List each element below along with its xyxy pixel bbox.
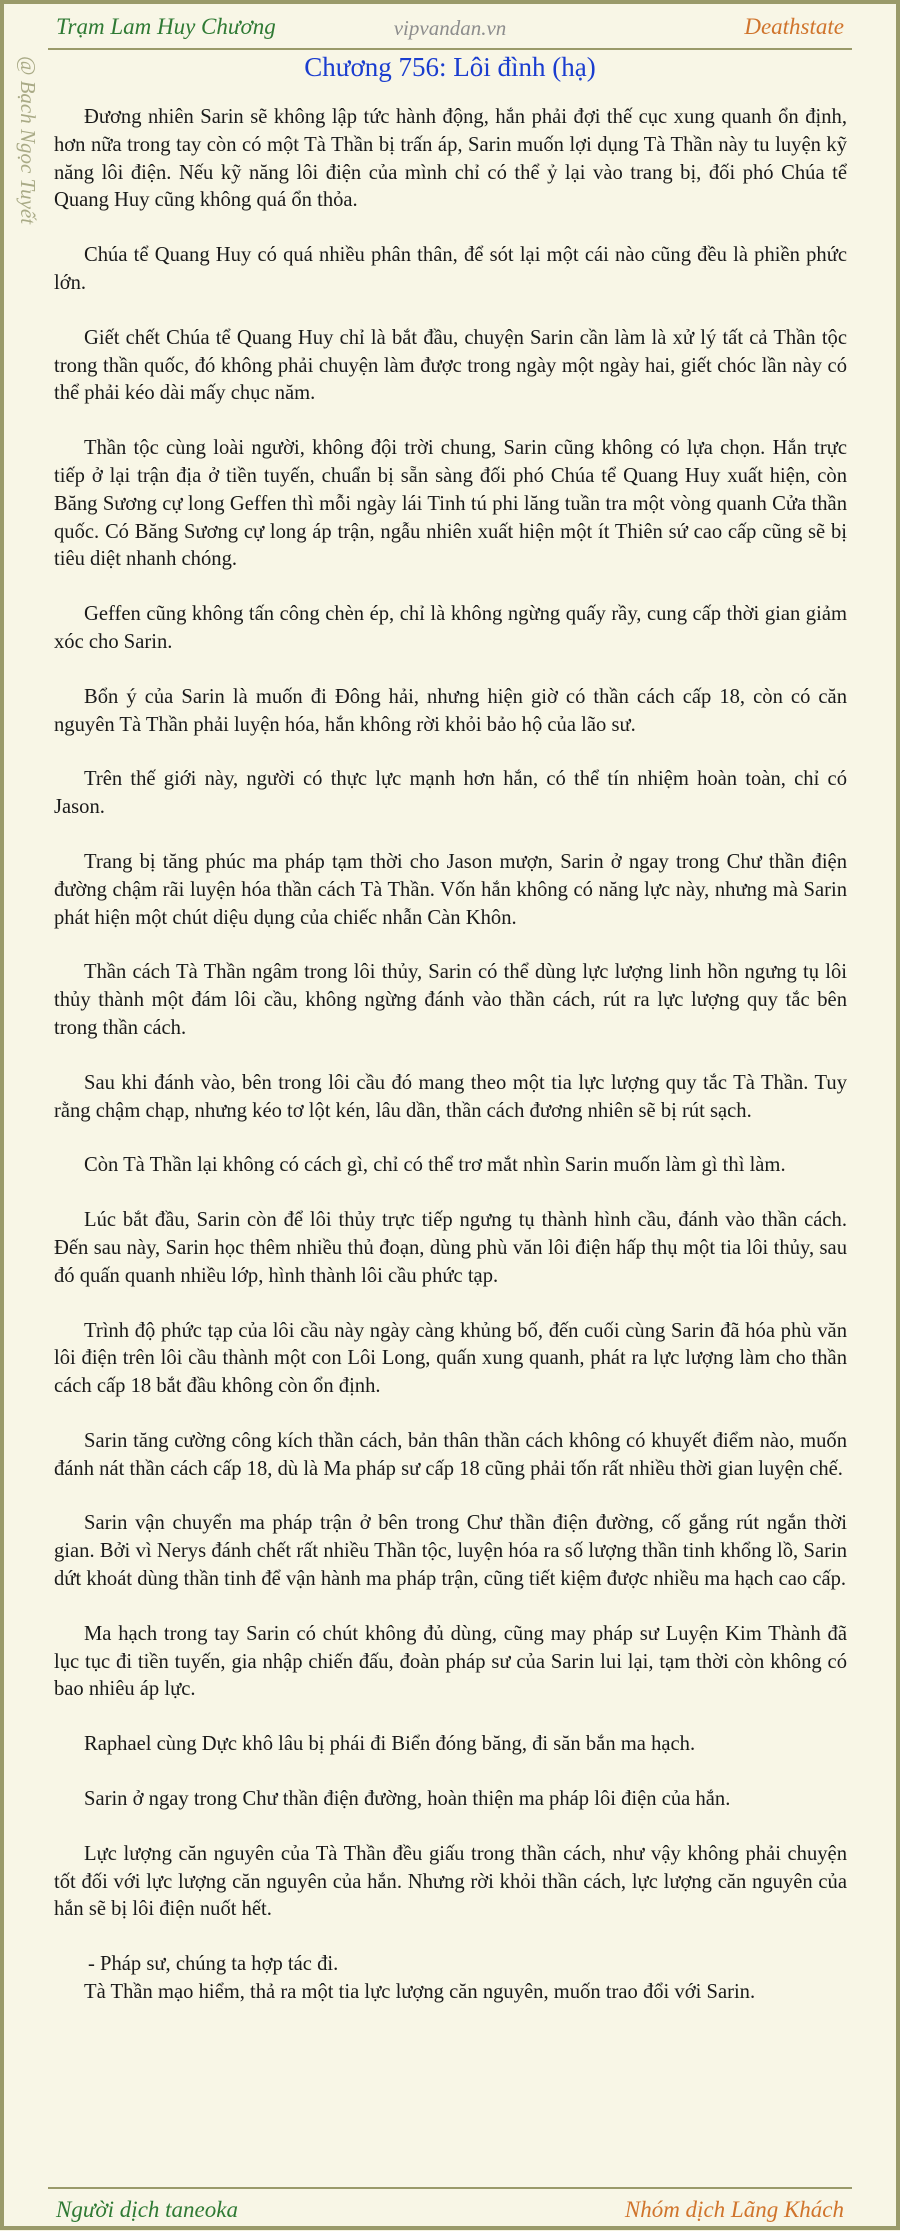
paragraph: Raphael cùng Dực khô lâu bị phái đi Biển đóng băng, đi săn bắn ma hạch. (84, 1733, 696, 1756)
page-footer (48, 2187, 852, 2231)
side-watermark (6, 56, 52, 296)
paragraph: Còn Tà Thần lại không có cách gì, chỉ có thể trơ mắt nhìn Sarin muốn làm gì thì làm. (84, 1154, 786, 1177)
paragraph: Geffen cũng không tấn công chèn ép, chỉ là không ngừng quấy rầy, cung cấp thời gian giảm xóc cho Sarin. (54, 603, 847, 653)
paragraph: Thần tộc cùng loài người, không đội trời chung, Sarin cũng không có lựa chọn. Hắn trực tiếp ở lại trận địa ở tiền tuyến, chuẩn bị sẵn sàng đối phó Chúa tể Quang Huy xuất hiện, còn Băng Sương cự long Geffen thì mỗi ngày lái Tinh tú phi lăng tuần tra một vòng quanh Cửa thần quốc. Có Băng Sương cự long áp trận, ngẫu nhiên xuất hiện một ít Thiên sứ cao cấp cũng sẽ bị tiêu diệt nhanh chóng. (54, 437, 847, 571)
paragraph: Lực lượng căn nguyên của Tà Thần đều giấu trong thần cách, như vậy không phải chuyện tốt đối với lực lượng căn nguyên của hắn. Nhưng rời khỏi thần cách, lực lượng căn nguyên của hắn sẽ bị lôi điện nuốt hết. (54, 1842, 847, 1921)
chapter-title: Chương 756: Lôi đình (hạ) (304, 52, 596, 82)
paragraph: Lúc bắt đầu, Sarin còn để lôi thủy trực tiếp ngưng tụ thành hình cầu, đánh vào thần cách. Đến sau này, Sarin học thêm nhiều thủ đoạn, dùng phù văn lôi điện hấp thụ một tia lôi thủy, sau đó quấn quanh nhiều lớp, hình thành lôi cầu phức tạp. (54, 1209, 847, 1287)
dialogue-line: - Pháp sư, chúng ta hợp tác đi. (88, 1953, 339, 1976)
page-header (48, 8, 852, 50)
footer-translator: Người dịch taneoka (56, 2197, 238, 2222)
footer-group: Nhóm dịch Lãng Khách (624, 2197, 844, 2222)
header-series-title: Trạm Lam Huy Chương (56, 14, 276, 39)
paragraph: Sarin tăng cường công kích thần cách, bản thân thần cách không có khuyết điểm nào, muốn đánh nát thần cách cấp 18, dù là Ma pháp sư cấp 18 cũng phải tốn rất nhiều thời gian luyện chế. (54, 1429, 847, 1480)
paragraph: Ma hạch trong tay Sarin có chút không đủ dùng, cũng may pháp sư Luyện Kim Thành đã lục tục đi tiền tuyến, gia nhập chiến đấu, đoàn pháp sư của Sarin lui lại, tạm thời còn không có bao nhiêu áp lực. (54, 1622, 847, 1701)
paragraph: Chúa tể Quang Huy có quá nhiều phân thân, để sót lại một cái nào cũng đều là phiền phức lớn. (54, 244, 847, 294)
paragraph: Tà Thần mạo hiểm, thả ra một tia lực lượng căn nguyên, muốn trao đổi với Sarin. (84, 1981, 756, 2004)
paragraph: Sarin ở ngay trong Chư thần điện đường, hoàn thiện ma pháp lôi điện của hắn. (84, 1788, 731, 1811)
chapter-body (54, 104, 847, 2007)
watermark-text: @ Bạch Ngọc Tuyết (16, 56, 40, 225)
paragraph: Thần cách Tà Thần ngâm trong lôi thủy, Sarin có thể dùng lực lượng linh hồn ngưng tụ lôi thủy thành một đám lôi cầu, không ngừng đánh vào thần cách, rút ra lực lượng quy tắc bên trong thần cách. (54, 961, 847, 1039)
paragraph: Sau khi đánh vào, bên trong lôi cầu đó mang theo một tia lực lượng quy tắc Tà Thần. Tuy rằng chậm chạp, nhưng kéo tơ lột kén, lâu dần, thần cách đương nhiên sẽ bị rút sạch. (54, 1071, 847, 1122)
paragraph: Giết chết Chúa tể Quang Huy chỉ là bắt đầu, chuyện Sarin cần làm là xử lý tất cả Thần tộc trong thần quốc, đó không phải chuyện làm được trong ngày một ngày hai, giết chóc lần này có thể phải kéo dài mấy chục năm. (54, 326, 847, 405)
paragraph: Trình độ phức tạp của lôi cầu này ngày càng khủng bố, đến cuối cùng Sarin đã hóa phù văn lôi điện trên lôi cầu thành một con Lôi Long, quấn xung quanh, phát ra lực lượng làm cho thần cách cấp 18 bắt đầu không còn ổn định. (54, 1319, 847, 1398)
paragraph: Sarin vận chuyển ma pháp trận ở bên trong Chư thần điện đường, cố gắng rút ngắn thời gian. Bởi vì Nerys đánh chết rất nhiều Thần tộc, luyện hóa ra số lượng thần tinh khổng lồ, Sarin dứt khoát dùng thần tinh để vận hành ma pháp trận, cũng tiết kiệm được nhiều ma hạch cao cấp. (54, 1512, 847, 1591)
paragraph: Đương nhiên Sarin sẽ không lập tức hành động, hắn phải đợi thế cục xung quanh ổn định, hơn nữa trong tay còn có một Tà Thần bị trấn áp, Sarin muốn lợi dụng Tà Thần này tu luyện kỹ năng lôi điện. Nếu kỹ năng lôi điện của mình chỉ có thể ỷ lại vào trang bị, đối phó Chúa tể Quang Huy cũng không quá ổn thỏa. (54, 106, 847, 212)
header-site: vipvandan.vn (393, 16, 507, 40)
paragraph: Trên thế giới này, người có thực lực mạnh hơn hắn, có thể tín nhiệm hoàn toàn, chỉ có Jason. (54, 768, 847, 819)
paragraph: Bổn ý của Sarin là muốn đi Đông hải, nhưng hiện giờ có thần cách cấp 18, còn có căn nguyên Tà Thần phải luyện hóa, hắn không rời khỏi bảo hộ của lão sư. (54, 685, 847, 736)
paragraph: Trang bị tăng phúc ma pháp tạm thời cho Jason mượn, Sarin ở ngay trong Chư thần điện đường chậm rãi luyện hóa thần cách Tà Thần. Vốn hắn không có năng lực này, nhưng mà Sarin phát hiện một chút diệu dụng của chiếc nhẫn Càn Khôn. (54, 850, 847, 929)
header-author: Deathstate (744, 14, 844, 39)
